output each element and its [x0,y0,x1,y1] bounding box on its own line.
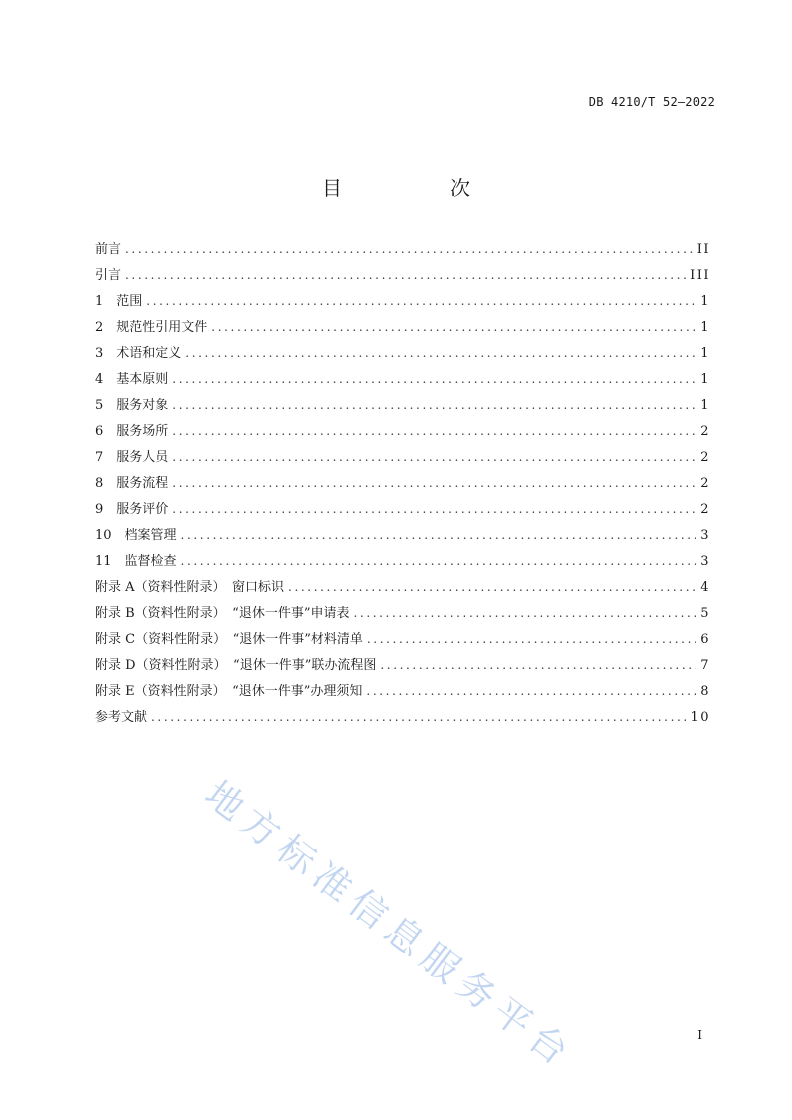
toc-entry-appendix-b[interactable] [95,600,710,626]
toc-dot-leader [181,522,697,548]
toc-dot-leader [288,574,696,600]
toc-entry-label: 7 服务人员 [95,450,169,465]
toc-dot-leader [211,314,696,340]
toc-dot-leader [172,444,696,470]
toc-entry-introduction[interactable] [95,262,710,288]
toc-entry-page: 3 [700,528,710,543]
toc-entry-service-venue[interactable] [95,418,710,444]
toc-dot-leader [367,626,696,652]
toc-entry-label: 9 服务评价 [95,502,169,517]
toc-dot-leader [125,236,693,262]
toc-entry-label: 8 服务流程 [95,476,169,491]
toc-dot-leader [146,288,696,314]
toc-entry-label: 附录 E（资料性附录） “退休一件事”办理须知 [95,684,363,699]
toc-entry-label: 附录 B（资料性附录） “退休一件事”申请表 [95,606,350,621]
toc-entry-label: 附录 C（资料性附录） “退休一件事”材料清单 [95,632,363,647]
toc-entry-normative-references[interactable] [95,314,710,340]
toc-entry-page: 1 [700,320,710,335]
toc-entry-label: 3 术语和定义 [95,346,182,361]
toc-entry-page: 1 [700,346,710,361]
toc-entry-label: 6 服务场所 [95,424,169,439]
toc-dot-leader [125,262,686,288]
toc-entry-label: 5 服务对象 [95,398,169,413]
toc-entry-appendix-c[interactable] [95,626,710,652]
toc-entry-page: II [696,242,710,257]
toc-entry-page: 1 [700,372,710,387]
toc-entry-basic-principles[interactable] [95,366,710,392]
toc-entry-service-evaluation[interactable] [95,496,710,522]
toc-entry-records-management[interactable] [95,522,710,548]
toc-entry-page: 7 [700,658,710,673]
toc-entry-terms-definitions[interactable] [95,340,710,366]
toc-dot-leader [172,392,696,418]
toc-entry-label: 1 范围 [95,294,143,309]
toc-entry-page: 4 [700,580,710,595]
toc-entry-supervision-inspection[interactable] [95,548,710,574]
toc-entry-page: 8 [700,684,710,699]
toc-entry-appendix-e[interactable] [95,678,710,704]
toc-entry-page: 2 [700,476,710,491]
toc-entry-bibliography[interactable] [95,704,710,730]
toc-dot-leader [185,340,696,366]
toc-entry-page: 1 [700,398,710,413]
toc-entry-label: 2 规范性引用文件 [95,320,208,335]
toc-entry-label: 前言 [95,242,122,257]
toc-entry-appendix-d[interactable] [95,652,710,678]
toc-entry-label: 10 档案管理 [95,528,177,543]
toc-entry-page: 2 [700,424,710,439]
toc-entry-page: 6 [700,632,710,647]
toc-entry-page: III [690,268,710,283]
toc-dot-leader [172,470,696,496]
toc-entry-page: 10 [690,710,710,725]
toc-dot-leader [366,678,696,704]
toc-dot-leader [172,366,696,392]
toc-entry-scope[interactable] [95,288,710,314]
toc-entry-label: 参考文献 [95,710,148,725]
toc-dot-leader [380,652,696,678]
toc-dot-leader [172,418,696,444]
table-of-contents [95,236,710,730]
toc-entry-page: 5 [700,606,710,621]
watermark: 地方标准信息服务平台 [196,772,583,1078]
toc-dot-leader [151,704,686,730]
toc-entry-service-personnel[interactable] [95,444,710,470]
toc-entry-service-process[interactable] [95,470,710,496]
toc-dot-leader [172,496,696,522]
toc-entry-label: 附录 D（资料性附录） “退休一件事”联办流程图 [95,658,377,673]
toc-entry-page: 1 [700,294,710,309]
toc-entry-page: 2 [700,502,710,517]
toc-dot-leader [353,600,696,626]
toc-entry-foreword[interactable] [95,236,710,262]
toc-entry-label: 附录 A（资料性附录） 窗口标识 [95,580,285,595]
toc-entry-page: 2 [700,450,710,465]
page-title: 目 次 [322,176,514,200]
page-number: I [697,1028,702,1042]
toc-dot-leader [181,548,697,574]
toc-entry-page: 3 [700,554,710,569]
document-code: DB 4210/T 52—2022 [588,95,715,109]
toc-entry-appendix-a[interactable] [95,574,710,600]
toc-entry-label: 4 基本原则 [95,372,169,387]
toc-entry-service-objects[interactable] [95,392,710,418]
toc-entry-label: 11 监督检查 [95,554,177,569]
toc-entry-label: 引言 [95,268,122,283]
